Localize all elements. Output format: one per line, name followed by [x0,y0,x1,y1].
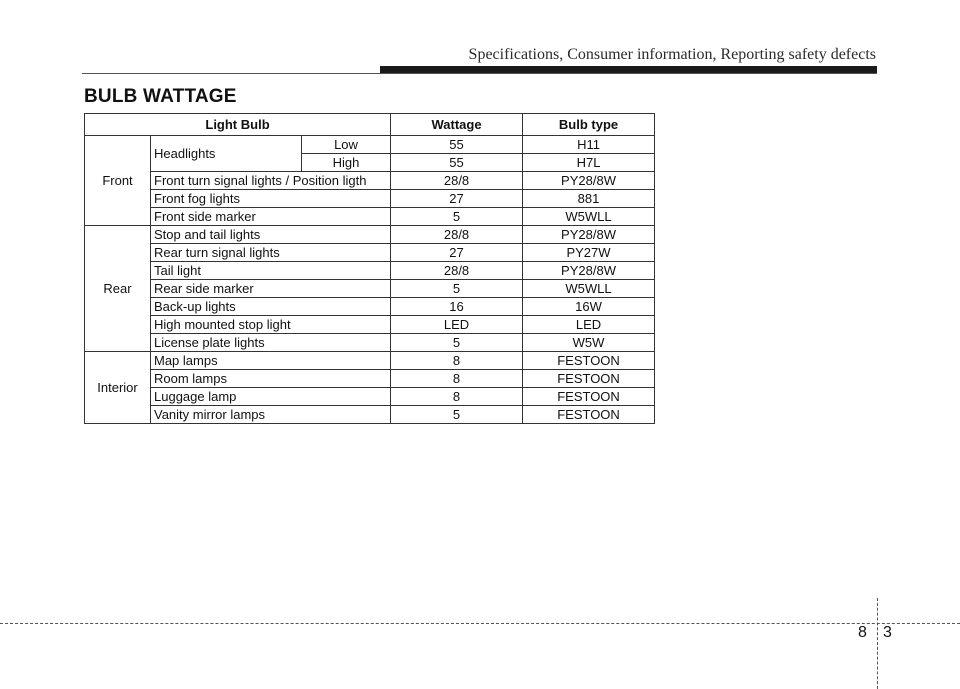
light-bulb-cell: Room lamps [151,370,391,388]
light-bulb-cell: Front fog lights [151,190,391,208]
chapter-number: 8 [858,624,867,641]
running-header: Specifications, Consumer information, Reporting safety defects [468,46,876,63]
bulb-type-cell: FESTOON [523,388,655,406]
wattage-cell: 27 [391,244,523,262]
headlights-beam-high: High [302,154,391,172]
footer-divider [877,598,878,689]
wattage-cell: 5 [391,406,523,424]
table-row [85,406,655,424]
wattage-cell: 55 [391,136,523,154]
light-bulb-cell: Front side marker [151,208,391,226]
light-bulb-cell: Front turn signal lights / Position ligth [151,172,391,190]
group-label-interior: Interior [85,352,151,424]
wattage-cell: 28/8 [391,262,523,280]
bulb-type-cell: 16W [523,298,655,316]
table-row [85,226,655,244]
bulb-type-cell: W5WLL [523,280,655,298]
headlights-label: Headlights [151,136,302,172]
wattage-cell: 8 [391,352,523,370]
light-bulb-cell: High mounted stop light [151,316,391,334]
wattage-cell: LED [391,316,523,334]
bulb-type-cell: PY28/8W [523,226,655,244]
table-row [85,316,655,334]
page-number: 3 [883,624,892,641]
table-row [85,334,655,352]
bulb-type-cell: FESTOON [523,370,655,388]
wattage-cell: 16 [391,298,523,316]
wattage-cell: 8 [391,370,523,388]
bulb-type-cell: H11 [523,136,655,154]
header-rule-thick [380,66,877,73]
bulb-type-cell: W5WLL [523,208,655,226]
bulb-type-cell: FESTOON [523,406,655,424]
light-bulb-cell: Luggage lamp [151,388,391,406]
table-row [85,280,655,298]
section-title: BULB WATTAGE [84,86,237,107]
wattage-cell: 28/8 [391,172,523,190]
column-header-wattage: Wattage [391,114,523,136]
bulb-type-cell: PY28/8W [523,172,655,190]
table-row [85,244,655,262]
wattage-cell: 5 [391,208,523,226]
footer-rule [0,623,960,624]
group-label-rear: Rear [85,226,151,352]
table-row [85,136,655,154]
wattage-cell: 8 [391,388,523,406]
wattage-cell: 5 [391,280,523,298]
light-bulb-cell: Rear side marker [151,280,391,298]
wattage-cell: 55 [391,154,523,172]
light-bulb-cell: Map lamps [151,352,391,370]
wattage-cell: 5 [391,334,523,352]
bulb-wattage-table [84,113,655,424]
table-row [85,298,655,316]
table-row [85,352,655,370]
group-label-front: Front [85,136,151,226]
light-bulb-cell: Vanity mirror lamps [151,406,391,424]
table-row [85,172,655,190]
header-rule-thin [82,73,877,74]
table-header-row [85,114,655,136]
bulb-type-cell: H7L [523,154,655,172]
bulb-type-cell: FESTOON [523,352,655,370]
light-bulb-cell: Stop and tail lights [151,226,391,244]
table-row [85,190,655,208]
wattage-cell: 27 [391,190,523,208]
bulb-type-cell: PY28/8W [523,262,655,280]
bulb-type-cell: PY27W [523,244,655,262]
column-header-bulb-type: Bulb type [523,114,655,136]
table-row [85,370,655,388]
light-bulb-cell: License plate lights [151,334,391,352]
headlights-beam-low: Low [302,136,391,154]
light-bulb-cell: Tail light [151,262,391,280]
table-row [85,208,655,226]
light-bulb-cell: Rear turn signal lights [151,244,391,262]
column-header-light-bulb: Light Bulb [85,114,391,136]
wattage-cell: 28/8 [391,226,523,244]
bulb-type-cell: W5W [523,334,655,352]
table-row [85,262,655,280]
bulb-type-cell: 881 [523,190,655,208]
light-bulb-cell: Back-up lights [151,298,391,316]
bulb-type-cell: LED [523,316,655,334]
table-row [85,388,655,406]
